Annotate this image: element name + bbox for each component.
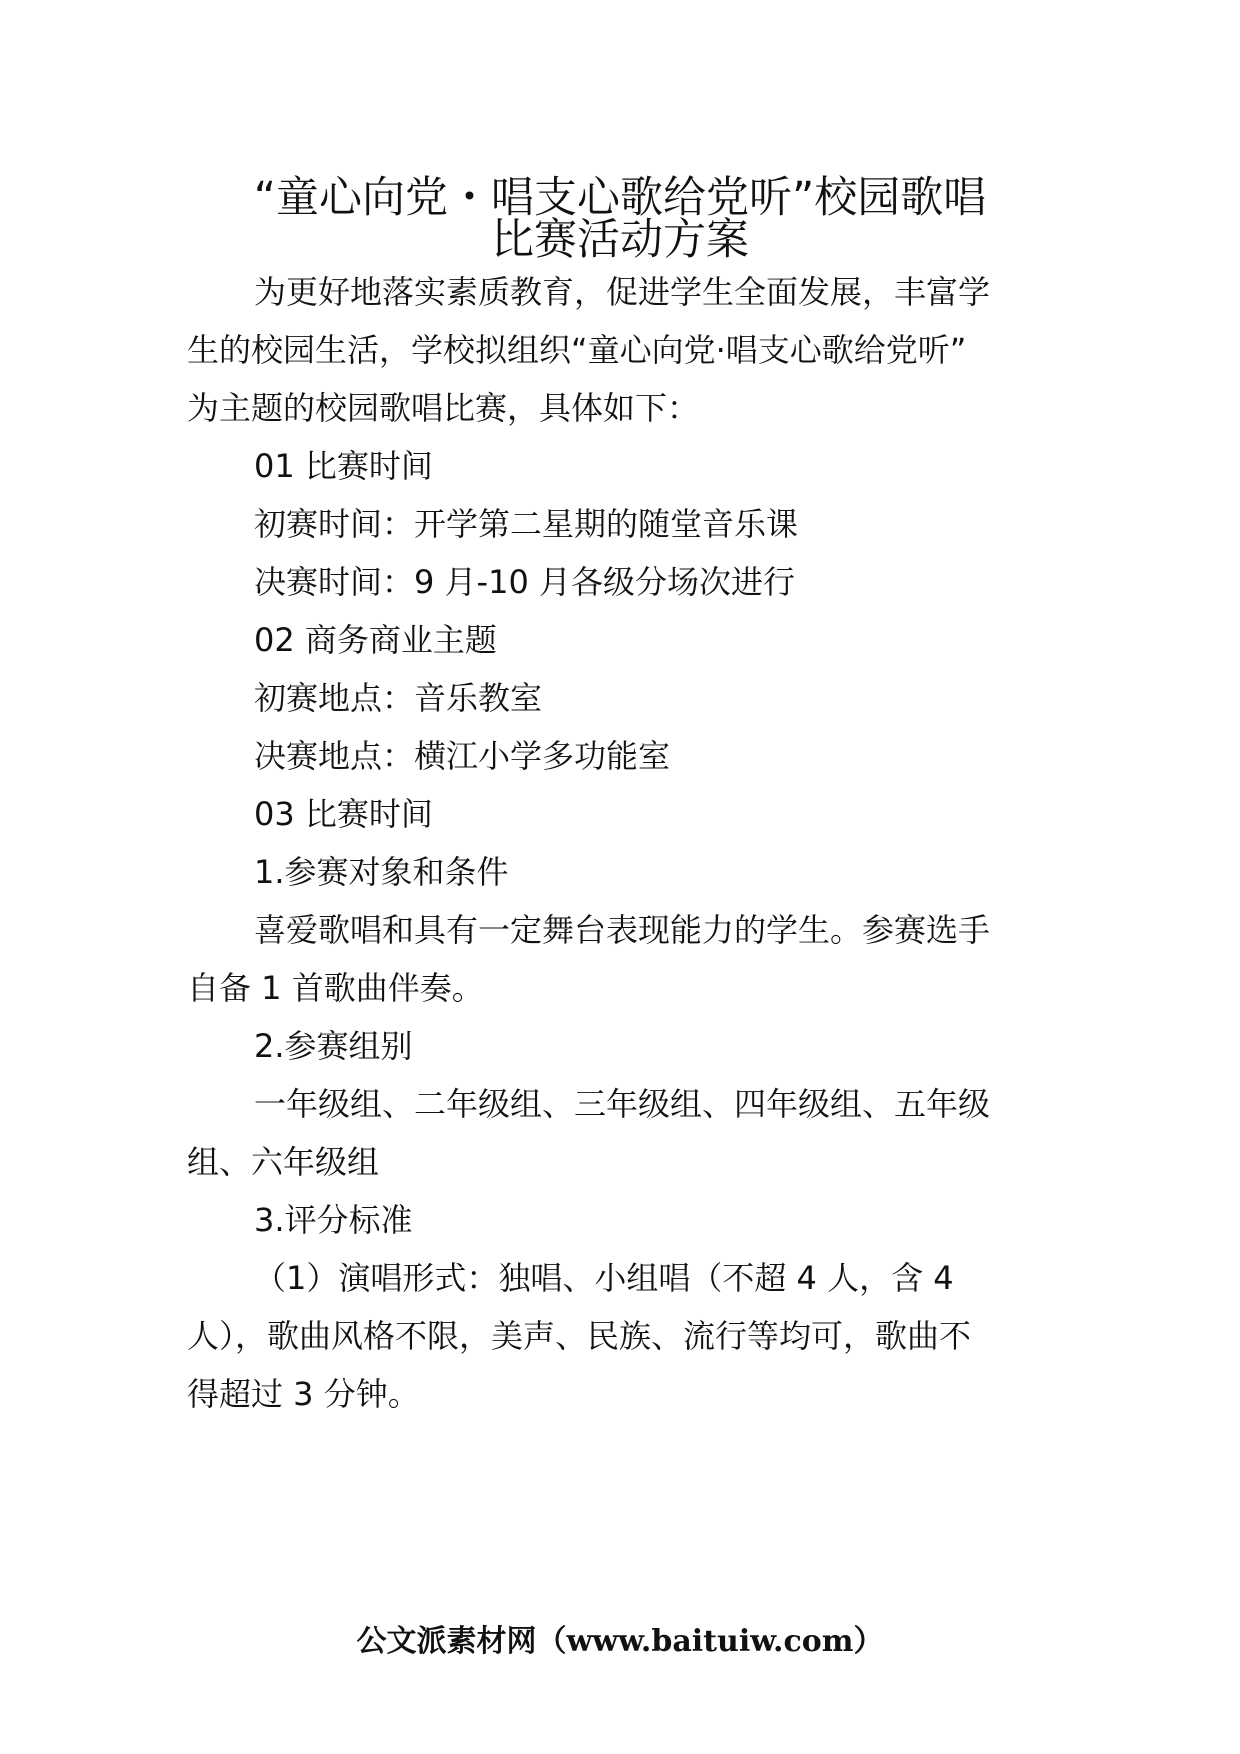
document-title-line2: 比赛活动方案 (491, 215, 749, 265)
item1-text-line2: 自备 1 首歌曲伴奏。 (187, 969, 484, 1007)
final-place: 决赛地点：横江小学多功能室 (254, 737, 671, 775)
prelim-time: 初赛时间：开学第二星期的随堂音乐课 (254, 505, 799, 543)
section-01-heading: 01 比赛时间 (254, 447, 433, 485)
intro-paragraph-line3: 为主题的校园歌唱比赛，具体如下： (187, 389, 700, 427)
final-time: 决赛时间：9 月-10 月各级分场次进行 (254, 563, 795, 601)
intro-paragraph-line1: 为更好地落实素质教育，促进学生全面发展，丰富学 (254, 273, 991, 311)
item2-text-line1: 一年级组、二年级组、三年级组、四年级组、五年级 (254, 1085, 991, 1123)
intro-paragraph-line2: 生的校园生活，学校拟组织“童心向党·唱支心歌给党听” (187, 331, 967, 369)
item3-text-line1: （1）演唱形式：独唱、小组唱（不超 4 人，含 4 (254, 1259, 954, 1297)
item3-text-line3: 得超过 3 分钟。 (187, 1375, 420, 1413)
footer-website: 公文派素材网（www.baituiw.com） (356, 1624, 884, 1659)
item1-text-line1: 喜爱歌唱和具有一定舞台表现能力的学生。参赛选手 (254, 911, 991, 949)
document-title-line1: “童心向党・唱支心歌给党听”校园歌唱 (253, 173, 987, 223)
item1-heading: 1.参赛对象和条件 (254, 853, 509, 891)
section-02-heading: 02 商务商业主题 (254, 621, 497, 659)
prelim-place: 初赛地点：音乐教室 (254, 679, 543, 717)
item2-text-line2: 组、六年级组 (187, 1143, 380, 1181)
item2-heading: 2.参赛组别 (254, 1027, 413, 1065)
item3-text-line2: 人），歌曲风格不限，美声、民族、流行等均可，歌曲不 (187, 1317, 972, 1355)
section-03-heading: 03 比赛时间 (254, 795, 433, 833)
item3-heading: 3.评分标准 (254, 1201, 413, 1239)
